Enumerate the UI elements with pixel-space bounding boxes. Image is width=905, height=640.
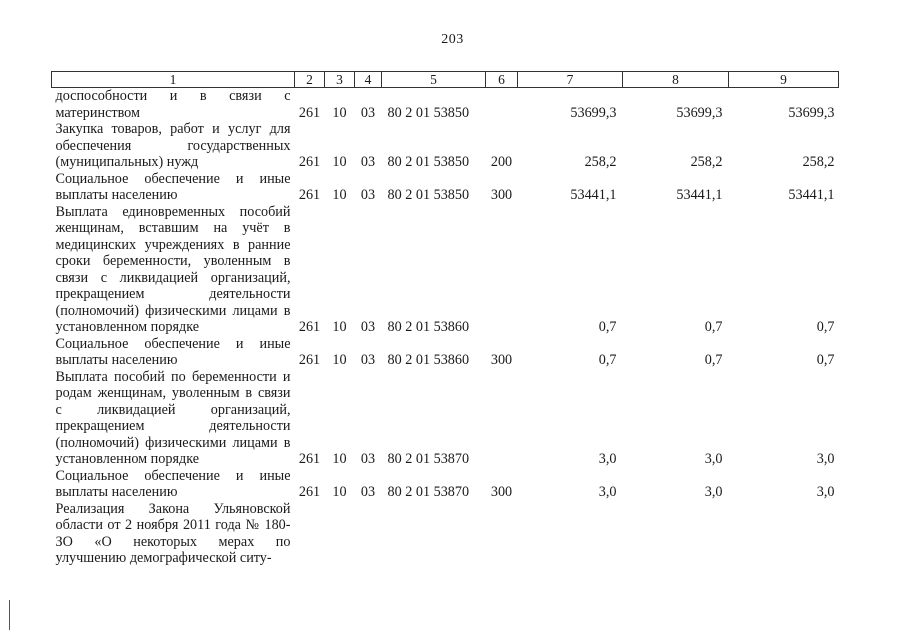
row-code-5: 80 2 01 53850 xyxy=(387,187,470,203)
table-header xyxy=(52,72,839,88)
table-row xyxy=(52,204,839,336)
header-cell-5: 5 xyxy=(382,72,486,88)
row-code-2: 261 xyxy=(298,154,321,170)
row-name: Социальное обеспечение и иные выплаты населению xyxy=(55,335,291,368)
header-cell-7: 7 xyxy=(518,72,623,88)
row-value-8 xyxy=(623,501,729,567)
row-value-7: 3,0 xyxy=(598,451,617,467)
row-code-3: 10 xyxy=(332,352,347,368)
row-code-6: 300 xyxy=(490,484,513,500)
row-value-7: 258,2 xyxy=(584,154,617,170)
row-value-9 xyxy=(729,501,839,567)
row-code-2: 261 xyxy=(298,319,321,335)
row-code-4: 03 xyxy=(360,104,376,121)
row-code-5: 80 2 01 53850 xyxy=(387,154,470,170)
row-value-7 xyxy=(518,501,623,567)
row-code-3: 10 xyxy=(332,154,347,170)
row-code-3: 10 xyxy=(332,451,347,467)
row-value-7: 3,0 xyxy=(598,484,617,500)
row-value-9: 53699,3 xyxy=(788,104,835,121)
budget-table xyxy=(51,71,839,567)
row-code-5 xyxy=(382,501,486,567)
row-code-6 xyxy=(486,369,518,468)
table-row xyxy=(52,468,839,501)
row-code-4: 03 xyxy=(360,154,376,170)
row-name: Выплата единовременных пособий женщинам, вставшим на учёт в медицинских учреждениях в ранние сроки беременности, уволенным в связи с ликвидацией организаций, прекращением деятельности (полномочий) физическими лицами в установленном порядке xyxy=(55,203,291,335)
table-row xyxy=(52,121,839,171)
row-name: Социальное обеспечение и иные выплаты населению xyxy=(55,467,291,500)
row-code-3: 10 xyxy=(332,319,347,335)
row-code-6: 200 xyxy=(490,154,513,170)
scan-margin-mark xyxy=(9,600,10,630)
row-value-7: 0,7 xyxy=(598,352,617,368)
table-row xyxy=(52,501,839,567)
row-value-8: 258,2 xyxy=(690,154,723,170)
row-code-4: 03 xyxy=(360,451,376,467)
row-code-4: 03 xyxy=(360,352,376,368)
row-value-8: 0,7 xyxy=(704,352,723,368)
row-name: Выплата пособий по беременности и родам женщинам, уволенным в связи с ликвидацией организаций, прекращением деятельности (полномочий) физическими лицами в установленном порядке xyxy=(55,368,291,467)
row-code-6 xyxy=(486,501,518,567)
row-code-6 xyxy=(486,88,518,122)
row-value-8: 3,0 xyxy=(704,451,723,467)
row-code-4: 03 xyxy=(360,319,376,335)
header-cell-2: 2 xyxy=(295,72,325,88)
row-code-2 xyxy=(295,501,325,567)
row-code-6 xyxy=(486,204,518,336)
row-value-7: 0,7 xyxy=(598,319,617,335)
row-code-4 xyxy=(355,501,382,567)
table-row xyxy=(52,369,839,468)
page-number: 203 xyxy=(441,32,464,47)
table-row xyxy=(52,88,839,122)
header-cell-4: 4 xyxy=(355,72,382,88)
row-code-3 xyxy=(325,501,355,567)
row-value-8: 53699,3 xyxy=(676,104,723,121)
row-name: Социальное обеспечение и иные выплаты населению xyxy=(55,170,291,203)
row-value-9: 258,2 xyxy=(802,154,835,170)
row-name: Реализация Закона Ульяновской области от 2 ноября 2011 года № 180-ЗО «О некоторых мерах по улучшению демографической ситу- xyxy=(55,500,291,566)
row-value-9: 53441,1 xyxy=(788,187,835,203)
row-code-2: 261 xyxy=(298,484,321,500)
table-body xyxy=(52,88,839,567)
table-row xyxy=(52,336,839,369)
row-code-5: 80 2 01 53860 xyxy=(387,319,470,335)
row-code-5: 80 2 01 53850 xyxy=(387,104,470,121)
header-cell-1: 1 xyxy=(52,72,295,88)
row-code-3: 10 xyxy=(332,187,347,203)
table-row xyxy=(52,171,839,204)
row-code-4: 03 xyxy=(360,187,376,203)
row-code-2: 261 xyxy=(298,187,321,203)
row-value-7: 53441,1 xyxy=(570,187,617,203)
row-value-9: 3,0 xyxy=(816,484,835,500)
row-code-5: 80 2 01 53860 xyxy=(387,352,470,368)
row-code-2: 261 xyxy=(298,451,321,467)
row-value-9: 0,7 xyxy=(816,352,835,368)
row-value-8: 3,0 xyxy=(704,484,723,500)
header-row xyxy=(52,72,839,88)
row-code-2: 261 xyxy=(298,352,321,368)
row-code-3: 10 xyxy=(332,484,347,500)
row-code-3: 10 xyxy=(332,104,347,121)
header-cell-9: 9 xyxy=(729,72,839,88)
row-value-8: 0,7 xyxy=(704,319,723,335)
header-cell-3: 3 xyxy=(325,72,355,88)
row-code-5: 80 2 01 53870 xyxy=(387,451,470,467)
header-cell-6: 6 xyxy=(486,72,518,88)
row-code-6: 300 xyxy=(490,352,513,368)
row-value-8: 53441,1 xyxy=(676,187,723,203)
row-code-6: 300 xyxy=(490,187,513,203)
row-code-2: 261 xyxy=(298,104,321,121)
row-value-9: 3,0 xyxy=(816,451,835,467)
row-code-5: 80 2 01 53870 xyxy=(387,484,470,500)
row-value-9: 0,7 xyxy=(816,319,835,335)
row-code-4: 03 xyxy=(360,484,376,500)
header-cell-8: 8 xyxy=(623,72,729,88)
row-value-7: 53699,3 xyxy=(570,104,617,121)
row-name: доспособности и в связи с материнством xyxy=(55,88,291,121)
row-name: Закупка товаров, работ и услуг для обеспечения государственных (муниципальных) нужд xyxy=(55,121,291,170)
